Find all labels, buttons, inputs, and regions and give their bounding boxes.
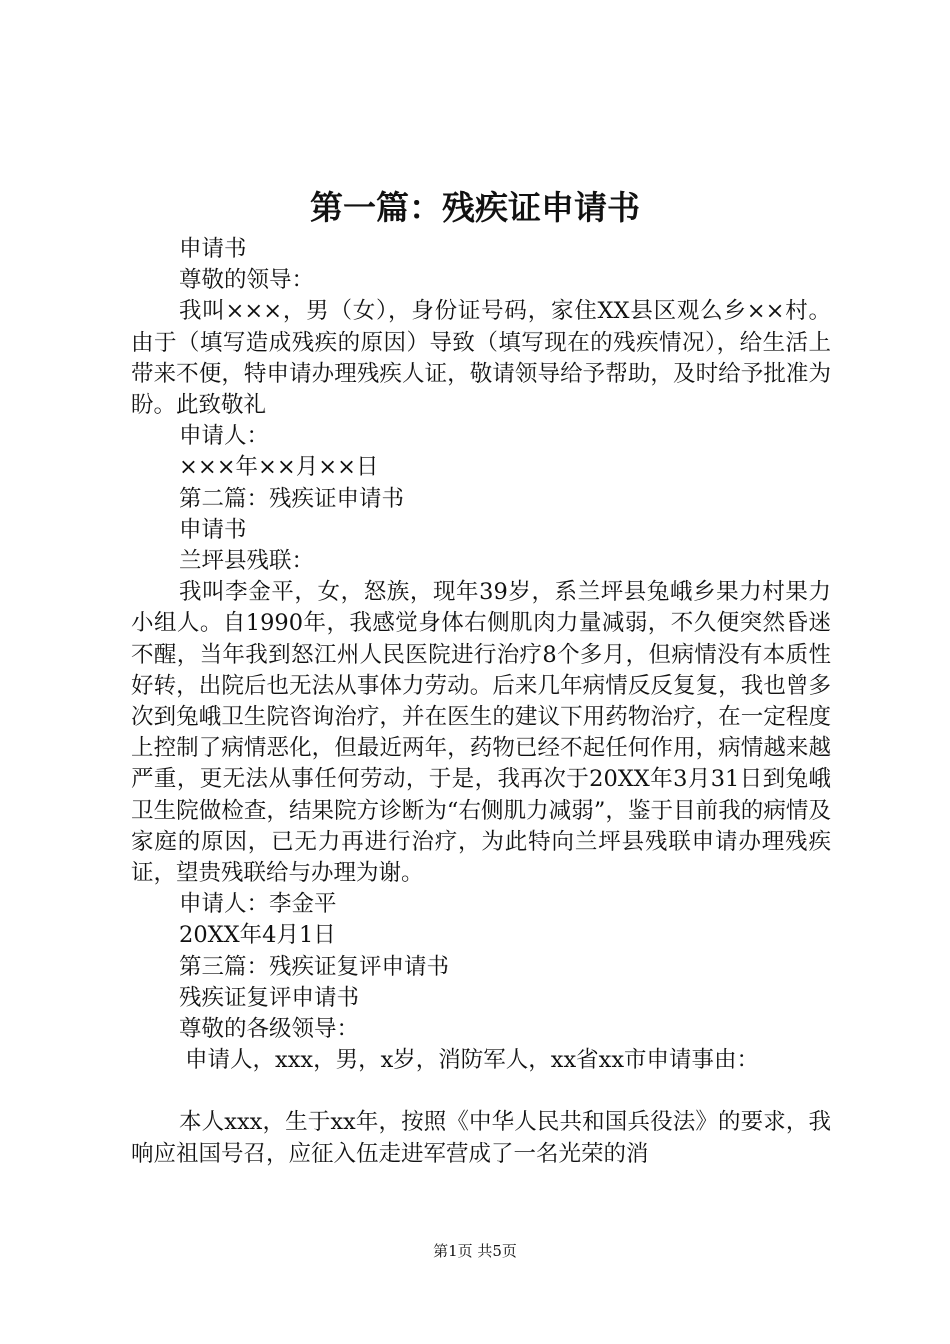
document-title: 第一篇：残疾证申请书 bbox=[310, 188, 640, 227]
salutation: 尊敬的领导： bbox=[179, 267, 315, 294]
application-date: 20XX年4月1日 bbox=[179, 922, 336, 949]
applicant-info: 申请人，xxx，男，x岁，消防军人，xx省xx市申请事由： bbox=[185, 1047, 760, 1074]
section-2-title: 第二篇：残疾证申请书 bbox=[179, 485, 405, 512]
paragraph-3: 本人xxx，生于xx年，按照《中华人民共和国兵役法》的要求，我响应祖国号召，应征入伍走进军营成了一名光荣的消 bbox=[131, 1109, 831, 1167]
salutation-3: 尊敬的各级领导： bbox=[179, 1016, 360, 1043]
paragraph-1: 我叫×××，男（女），身份证号码，家住XX县区观么乡××村。由于（填写造成残疾的原因）导致（填写现在的残疾情况），给生活上带来不便，特申请办理残疾人证，敬请领导给予帮助，及时给予批准为盼。此致敬礼 bbox=[131, 298, 831, 419]
applicant-name: 申请人：李金平 bbox=[179, 891, 337, 918]
document-body bbox=[131, 234, 831, 1170]
section-3-title: 第三篇：残疾证复评申请书 bbox=[179, 953, 450, 980]
date-placeholder: ×××年××月××日 bbox=[179, 454, 379, 481]
page-footer: 第1页 共5页 bbox=[433, 1242, 517, 1260]
paragraph-2: 我叫李金平，女，怒族，现年39岁，系兰坪县兔峨乡果力村果力小组人。自1990年，我感觉身体右侧肌肉力量减弱，不久便突然昏迷不醒，当年我到怒江州人民医院进行治疗8个多月，但病情没有本质性好转，出院后也无法从事体力劳动。后来几年病情反反复复，我也曾多次到兔峨卫生院咨询治疗，并在医生的建议下用药物治疗，在一定程度上控制了病情恶化，但最近两年，药物已经不起任何作用，病情越来越严重，更无法从事任何劳动，于是，我再次于20XX年3月31日到兔峨卫生院做检查，结果院方诊断为“右侧肌力减弱”，鉴于目前我的病情及家庭的原因，已无力再进行治疗，为此特向兰坪县残联申请办理残疾证，望贵残联给与办理为谢。 bbox=[131, 579, 831, 887]
heading-application-2: 申请书 bbox=[179, 516, 247, 543]
heading-reassessment: 残疾证复评申请书 bbox=[179, 984, 360, 1011]
applicant-label: 申请人： bbox=[179, 423, 270, 450]
heading-application: 申请书 bbox=[179, 236, 247, 262]
blank-line bbox=[131, 1076, 831, 1107]
salutation-2: 兰坪县残联： bbox=[179, 548, 315, 575]
